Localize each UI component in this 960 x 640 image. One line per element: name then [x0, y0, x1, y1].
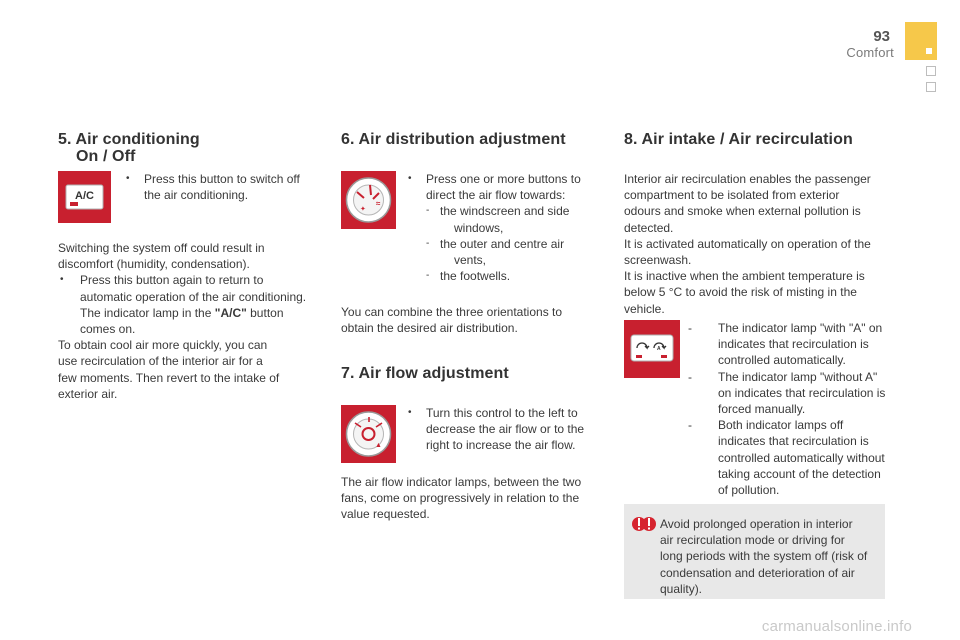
ac-title-line1: 5. Air conditioning	[58, 131, 200, 148]
distribution-control-image	[341, 171, 396, 229]
recirc-para-line1: Interior air recirculation enables the passenger	[624, 172, 871, 186]
warning-box	[624, 504, 885, 599]
flow-dial-icon	[341, 405, 396, 463]
tab-marker	[926, 48, 932, 54]
flow-bullet-line2: decrease the air flow or to the	[426, 422, 585, 437]
ac-para-line2: discomfort (humidity, condensation).	[58, 257, 250, 272]
ac-button-icon	[58, 171, 111, 223]
recirc-dash2-line2: on indicates that recirculation is	[718, 385, 886, 400]
warning-icon	[631, 512, 657, 536]
ac-para2-line4: exterior air.	[58, 386, 118, 401]
recirc-para-line8: below 5 °C to avoid the risk of misting in the	[624, 285, 857, 300]
svg-text:✦: ✦	[360, 206, 366, 213]
ac-para2-line3: few moments. Then revert to the intake of	[58, 370, 280, 385]
distribution-dash3-line1: the footwells.	[440, 269, 511, 284]
distribution-dash2-line2: vents,	[454, 253, 487, 268]
chapter-tab-active[interactable]	[905, 22, 937, 60]
distribution-dash1-line1: the windscreen and side	[440, 204, 570, 219]
recirc-dash2-line3: forced manually.	[718, 402, 806, 417]
distribution-dial-icon	[341, 171, 396, 229]
flow-control-image	[341, 405, 396, 463]
flow-bullet-line1: Turn this control to the left to	[426, 406, 578, 420]
ac-bullet-2-line3a: The indicator lamp in the	[80, 305, 215, 320]
recirc-dash1-line3: controlled automatically.	[718, 353, 846, 368]
recirc-dash3-line2: indicates that recirculation is	[718, 434, 869, 449]
ac-button-image	[58, 171, 111, 223]
distribution-bullet-line2: direct the air flow towards:	[426, 188, 566, 203]
svg-text:▲: ▲	[375, 442, 382, 449]
bullet-marker: •	[126, 173, 130, 184]
ac-button-label: A/C	[75, 190, 94, 202]
page-number: 93	[873, 28, 890, 45]
dash-marker: -	[426, 237, 430, 249]
distribution-dash1-line2: windows,	[454, 220, 504, 235]
recirc-dash3-line3: controlled automatically without	[718, 450, 885, 465]
recirc-para-line4: detected.	[624, 220, 674, 235]
ac-body	[58, 240, 328, 402]
recirc-para-line6: screenwash.	[624, 253, 692, 268]
ac-bullet-2-line3	[80, 305, 328, 321]
flow-bullet-line3: right to increase the air flow.	[426, 438, 576, 453]
recirc-dash3-line5: of pollution.	[718, 483, 780, 498]
bullet-marker: •	[408, 407, 412, 418]
ac-title-line2: On / Off	[76, 148, 136, 165]
recirc-dash2-line1: The indicator lamp "without A"	[718, 369, 878, 384]
recirc-para-line3: odours and smoke when external pollution is	[624, 204, 861, 219]
recirc-para-line2: compartment to be isolated from exterior	[624, 188, 840, 203]
ac-bullet-2-line3c: button	[246, 305, 284, 320]
svg-text:A: A	[657, 346, 661, 352]
ac-bullet-2-line1: Press this button again to return to	[80, 273, 264, 288]
watermark: carmanualsonline.info	[761, 618, 912, 635]
section-title: Comfort	[846, 45, 894, 60]
ac-para2-line1: To obtain cool air more quickly, you can	[58, 338, 268, 353]
warning-line4: condensation and deterioration of air	[660, 565, 855, 580]
flow-indicator-note	[341, 474, 601, 523]
dash-marker: -	[688, 418, 692, 433]
ac-bullet-1	[116, 171, 326, 203]
recirc-indicator-list	[688, 320, 898, 498]
recirc-dash3-line1: Both indicator lamps off	[718, 418, 844, 433]
ac-para2-line2: use recirculation of the interior air for a	[58, 354, 263, 369]
distribution-combine-note	[341, 304, 591, 336]
ac-para-line1: Switching the system off could result in	[58, 241, 265, 255]
distribution-bullet-line1: Press one or more buttons to	[426, 172, 581, 186]
recirc-title: 8. Air intake / Air recirculation	[624, 131, 853, 148]
flow-para-line1: The air flow indicator lamps, between the two	[341, 475, 582, 489]
distribution-combine-line2: obtain the desired air distribution.	[341, 321, 518, 336]
distribution-combine-line1: You can combine the three orientations to	[341, 305, 563, 319]
ac-bullet-2-line4: comes on.	[80, 322, 136, 337]
flow-para-line3: value requested.	[341, 507, 430, 522]
recirc-button-image	[624, 320, 680, 378]
ac-bullet-1-line2: the air conditioning.	[144, 188, 249, 203]
recirc-para-line5: It is activated automatically on operation of the	[624, 236, 871, 251]
distribution-bullet	[398, 171, 608, 284]
warning-line5: quality).	[660, 581, 703, 596]
distribution-title: 6. Air distribution adjustment	[341, 131, 566, 148]
warning-line1: Avoid prolonged operation in interior	[660, 517, 853, 531]
flow-title: 7. Air flow adjustment	[341, 365, 509, 382]
warning-line3: long periods with the system off (risk of	[660, 549, 868, 564]
flow-para-line2: fans, come on progressively in relation to the	[341, 491, 580, 506]
ac-section-heading	[58, 131, 200, 165]
recirc-para-line7: It is inactive when the ambient temperature is	[624, 269, 865, 284]
dash-marker: -	[688, 369, 692, 384]
dash-marker: -	[426, 205, 430, 217]
recirc-dash3-line4: taking account of the detection	[718, 466, 881, 481]
warning-text	[660, 516, 882, 597]
chapter-tab[interactable]	[926, 66, 936, 76]
ac-bullet-2-line2: automatic operation of the air conditioning.	[80, 289, 307, 304]
flow-bullet	[398, 405, 608, 454]
warning-line2: air recirculation mode or driving for	[660, 533, 845, 548]
recirc-button-icon	[624, 320, 680, 378]
dash-marker: -	[688, 321, 692, 335]
recirc-dash1-line1: The indicator lamp "with "A" on	[718, 321, 883, 335]
recirc-intro	[624, 171, 894, 317]
distribution-dash2-line1: the outer and centre air	[440, 236, 565, 251]
dash-marker: -	[426, 270, 430, 282]
svg-text:≈: ≈	[376, 199, 381, 208]
recirc-dash1-line2: indicates that recirculation is	[718, 337, 869, 352]
bullet-marker: •	[60, 274, 64, 286]
bullet-marker: •	[408, 173, 412, 184]
ac-bullet-1-line1: Press this button to switch off	[144, 172, 300, 186]
chapter-tab[interactable]	[926, 82, 936, 92]
recirc-para-line9: vehicle.	[624, 301, 665, 316]
ac-button-name: "A/C"	[214, 305, 247, 320]
